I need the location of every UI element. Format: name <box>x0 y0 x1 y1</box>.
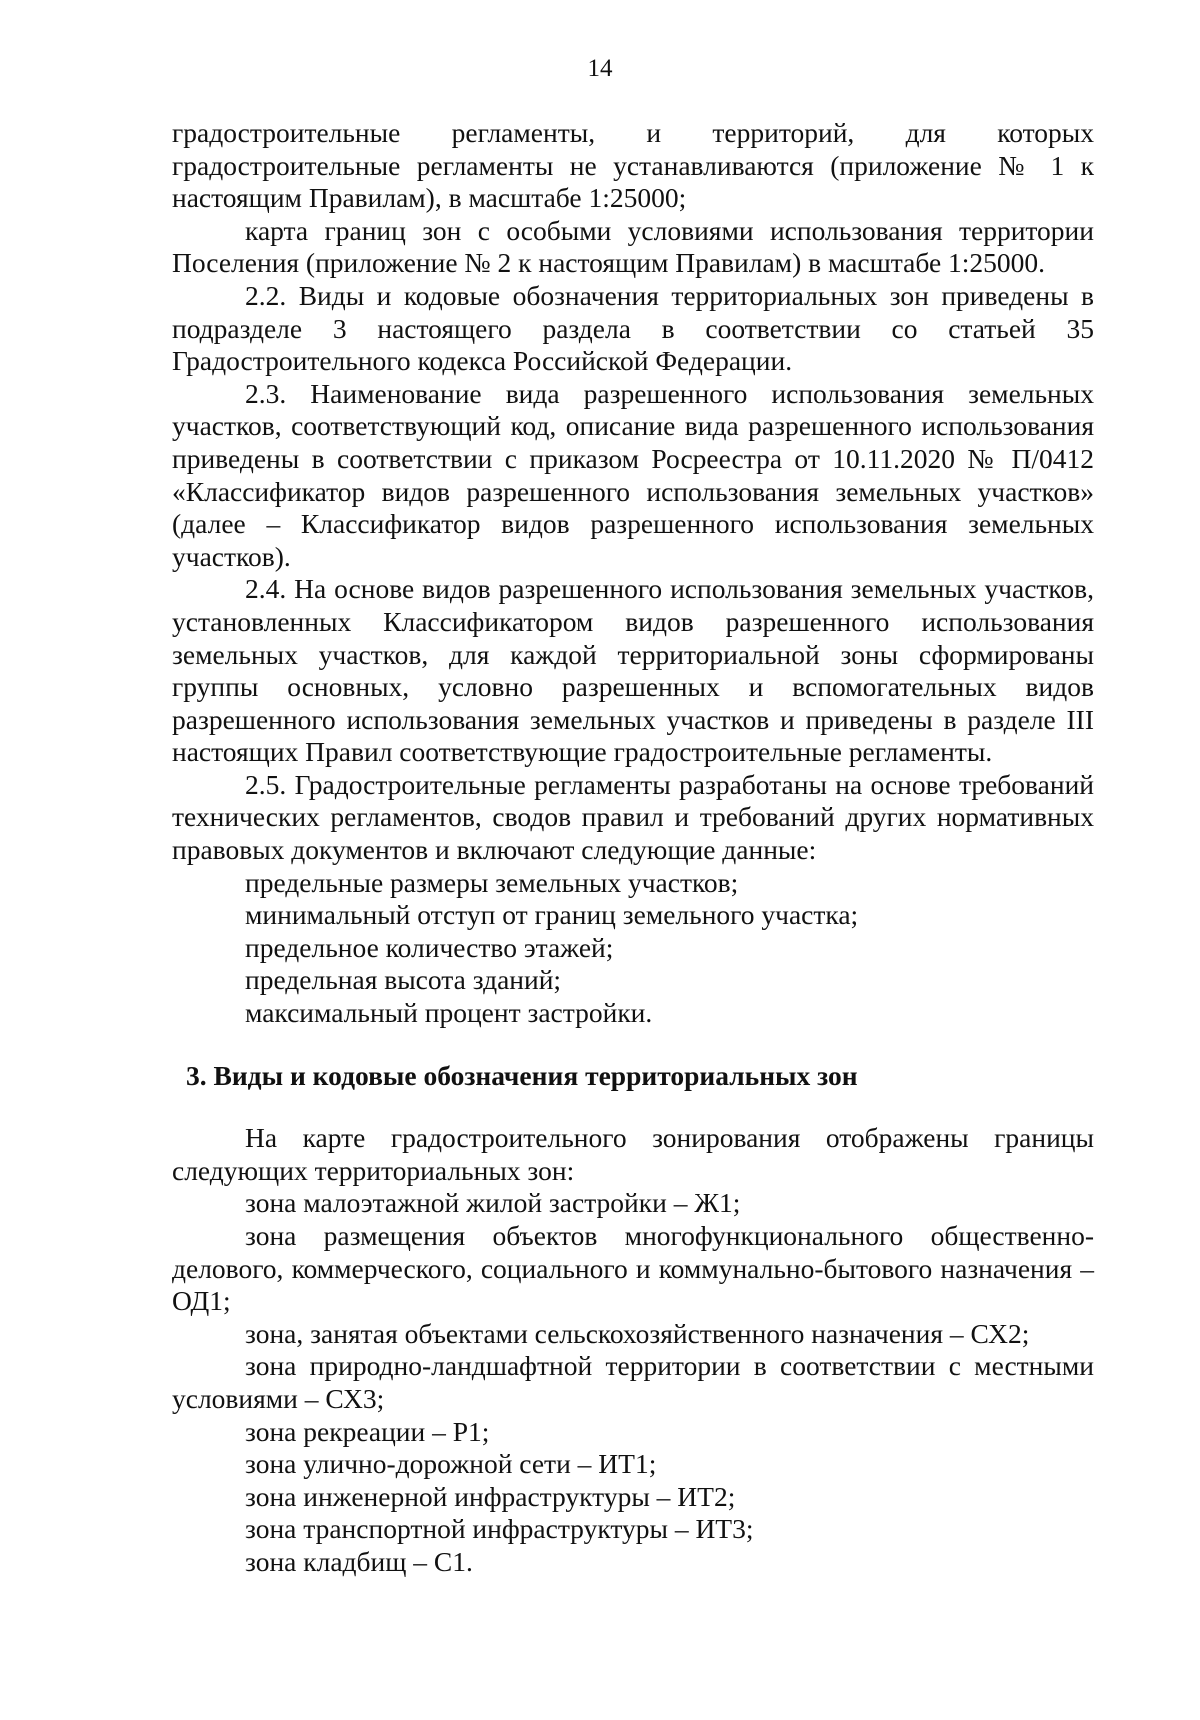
zone-item: зона размещения объектов многофункционального общественно-делового, коммерческого, социального и коммунально-бытового назначения – ОД1; <box>172 1220 1094 1317</box>
zone-item: зона кладбищ – С1. <box>245 1545 473 1577</box>
zone-item: зона транспортной инфраструктуры – ИТ3; <box>245 1513 754 1545</box>
zone-item: зона малоэтажной жилой застройки – Ж1; <box>245 1187 741 1219</box>
paragraph-2-4: 2.4. На основе видов разрешенного использования земельных участков, установленных Классификатором видов разрешенного использования земельных участков, для каждой территориальной зоны сформированы группы основных, условно разрешенных и вспомогательных видов разрешенного использования земельных участков и приведены в разделе III настоящих Правил соответствующие градостроительные регламенты. <box>172 573 1094 768</box>
list-item: предельное количество этажей; <box>245 931 614 963</box>
paragraph-2-3: 2.3. Наименование вида разрешенного использования земельных участков, соответствующий код, описание вида разрешенного использования приведены в соответствии с приказом Росреестра от 10.11.2020 № П/0412 «Классификатор видов разрешенного использования земельных участков» (далее – Классификатор видов разрешенного использования земельных участков). <box>172 377 1094 572</box>
section-heading: 3. Виды и кодовые обозначения территориальных зон <box>186 1059 858 1091</box>
document-body <box>172 117 1094 1579</box>
list-item: максимальный процент застройки. <box>245 997 653 1029</box>
page-number: 14 <box>587 55 613 82</box>
paragraph-2-2: 2.2. Виды и кодовые обозначения территориальных зон приведены в подразделе 3 настоящего раздела в соответствии со статьей 35 Градостроительного кодекса Российской Федерации. <box>172 279 1094 377</box>
zone-item: зона, занятая объектами сельскохозяйственного назначения – СХ2; <box>245 1317 1030 1349</box>
paragraph-map-boundaries: карта границ зон с особыми условиями использования территории Поселения (приложение № 2 к настоящим Правилам) в масштабе 1:25000. <box>172 214 1094 279</box>
zone-item: зона рекреации – Р1; <box>245 1415 490 1447</box>
zone-item: зона инженерной инфраструктуры – ИТ2; <box>245 1480 736 1512</box>
paragraph-2-5: 2.5. Градостроительные регламенты разработаны на основе требований технических регламентов, сводов правил и требований других нормативных правовых документов и включают следующие данные: <box>172 768 1094 866</box>
zone-item: зона улично-дорожной сети – ИТ1; <box>245 1448 657 1480</box>
section-intro: На карте градостроительного зонирования отображены границы следующих территориальных зон: <box>172 1122 1094 1186</box>
list-item: предельная высота зданий; <box>245 964 562 996</box>
zone-item: зона природно-ландшафтной территории в соответствии с местными условиями – СХ3; <box>172 1350 1094 1414</box>
list-item: минимальный отступ от границ земельного участка; <box>245 899 859 931</box>
paragraph-continuation: градостроительные регламенты, и территорий, для которых градостроительные регламенты не устанавливаются (приложение № 1 к настоящим Правилам), в масштабе 1:25000; <box>172 117 1094 214</box>
list-item: предельные размеры земельных участков; <box>245 866 739 898</box>
